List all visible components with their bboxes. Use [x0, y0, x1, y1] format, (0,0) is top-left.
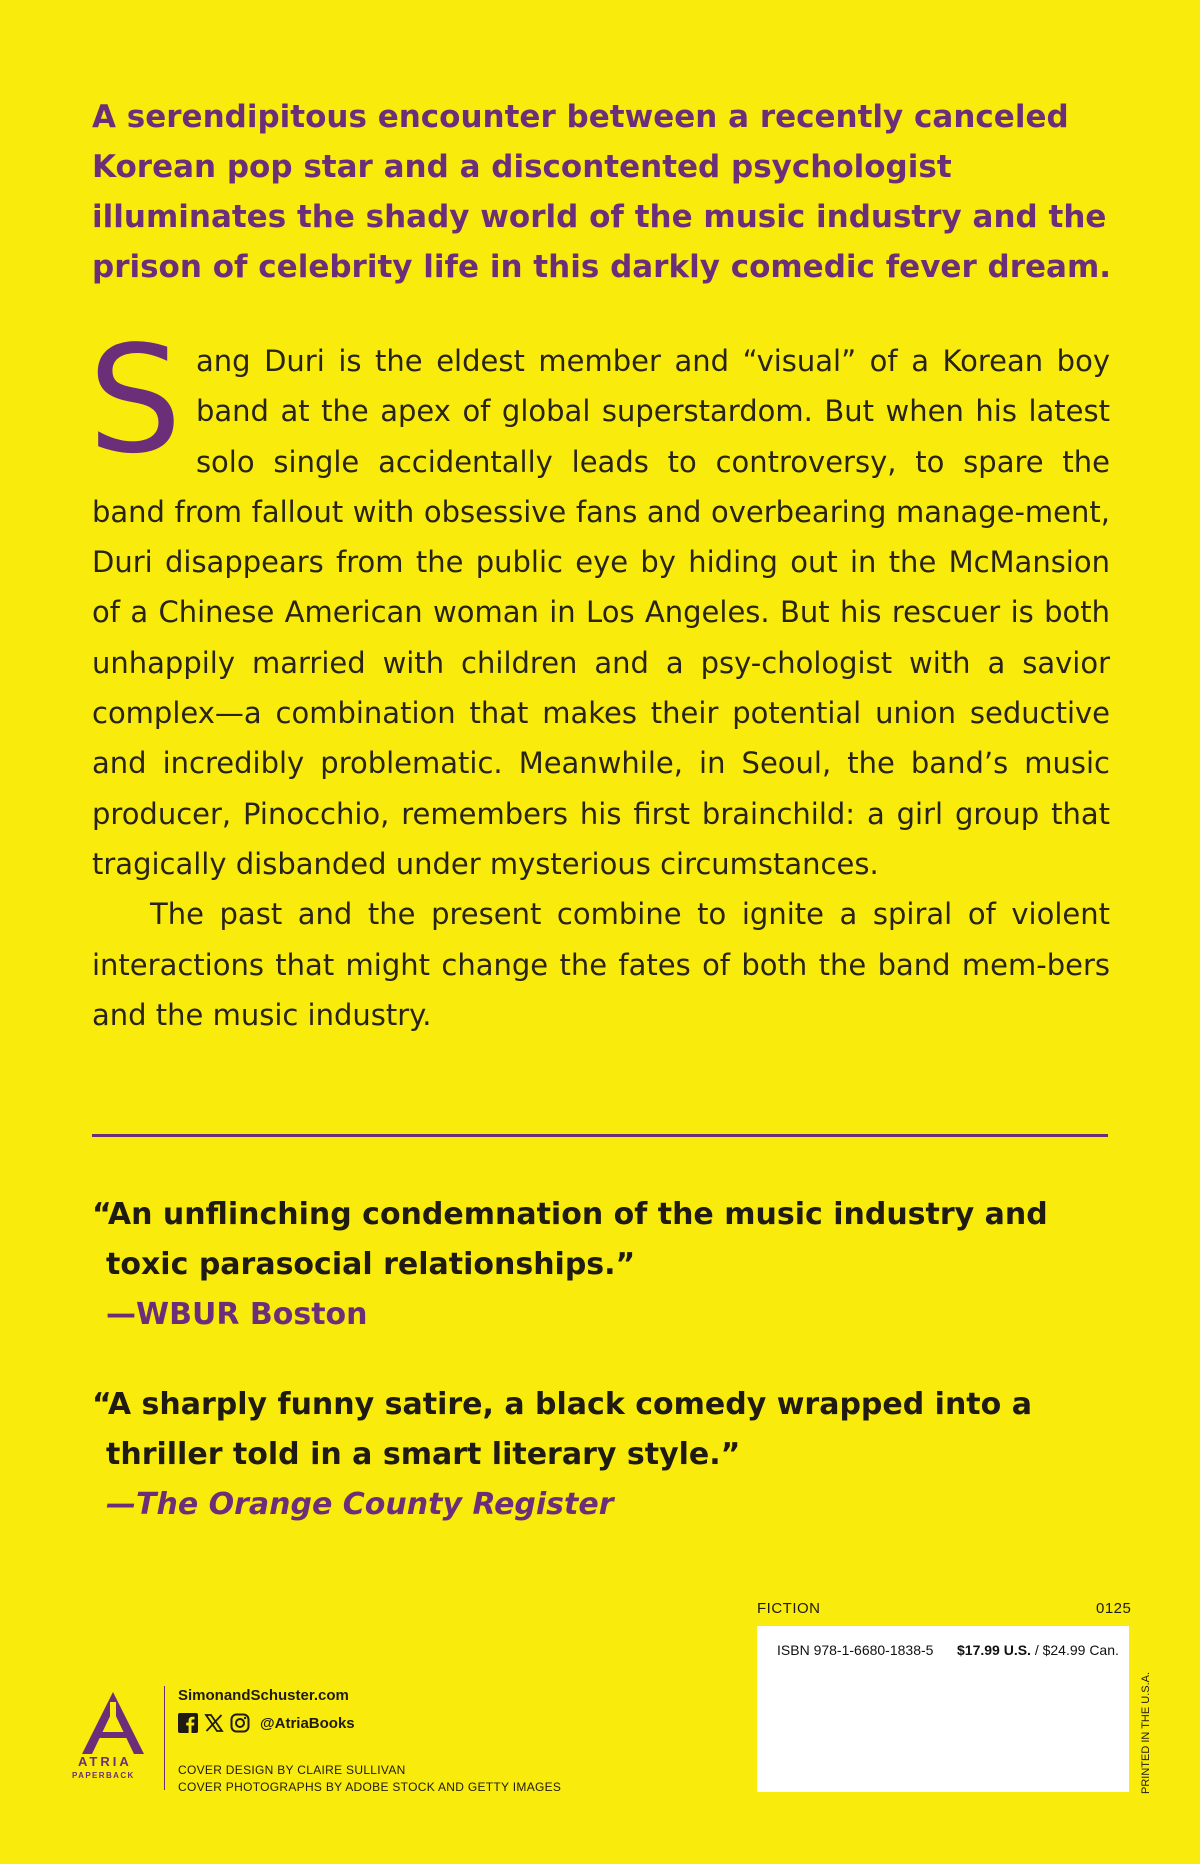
printed-in-label: PRINTED IN THE U.S.A. — [1140, 1671, 1152, 1794]
catalog-code: 0125 — [1096, 1600, 1132, 1617]
price — [957, 1642, 1119, 1658]
price-can: $24.99 Can. — [1042, 1642, 1119, 1658]
logo-wordmark: ATRIA — [78, 1754, 132, 1769]
barcode-box — [757, 1626, 1129, 1792]
price-us: $17.99 U.S. — [957, 1642, 1031, 1658]
cover-photo-credit: COVER PHOTOGRAPHS BY ADOBE STOCK AND GETTY IMAGES — [178, 1780, 562, 1794]
quote-text: “A sharply funny satire, a black comedy wrapped into a thriller told in a smart literary style.” — [92, 1387, 1032, 1472]
social-handle: @AtriaBooks — [260, 1714, 355, 1732]
price-separator: / — [1030, 1642, 1043, 1658]
atria-logo-icon — [70, 1688, 156, 1784]
tagline: A serendipitous encounter between a recently canceled Korean pop star and a discontented psychologist illuminates the shady world of the music industry and the prison of celebrity life in this darkly comedic fever dream. — [92, 99, 1112, 285]
quote-source: —The Orange County Register — [106, 1487, 614, 1522]
description-paragraph — [88, 314, 1110, 889]
drop-cap: S — [88, 314, 182, 486]
category-label: FICTION — [757, 1600, 821, 1617]
book-description — [88, 314, 1110, 1040]
social-links — [178, 1712, 355, 1734]
logo-subtitle: PAPERBACK — [72, 1771, 135, 1780]
logo-divider — [164, 1686, 165, 1790]
paragraph-text: ang Duri is the eldest member and “visual” of a Korean boy band at the apex of global superstardom. But when his latest solo single accidentally leads to controversy, to spare the band from fallout with obsessive fans and overbearing manage-ment, Duri disappears from the public eye by hiding out in the McMansion of a Chinese American woman in Los Angeles. But his rescuer is both unhappily married with children and a psy-chologist with a savior complex—a combination that makes their potential union seductive and incredibly problematic. Meanwhile, in Seoul, the band’s music producer, Pinocchio, remembers his first brainchild: a girl group that tragically disbanded under mysterious circumstances. — [92, 344, 1110, 881]
description-paragraph: The past and the present combine to ignite a spiral of violent interactions that might change the fates of both the band mem-bers and the music industry. — [92, 897, 1110, 1032]
facebook-icon — [178, 1713, 198, 1733]
review-quote — [92, 1380, 1132, 1530]
review-quote — [92, 1190, 1132, 1340]
instagram-icon — [230, 1713, 250, 1733]
section-divider — [92, 1134, 1108, 1137]
quote-source: —WBUR Boston — [106, 1297, 368, 1332]
isbn: ISBN 978-1-6680-1838-5 — [777, 1642, 934, 1658]
x-icon — [204, 1713, 224, 1733]
publisher-website: SimonandSchuster.com — [178, 1687, 349, 1704]
quote-text: “An unflinching condemnation of the music industry and toxic parasocial relationships.” — [92, 1197, 1048, 1282]
cover-design-credit: COVER DESIGN BY CLAIRE SULLIVAN — [178, 1763, 406, 1777]
